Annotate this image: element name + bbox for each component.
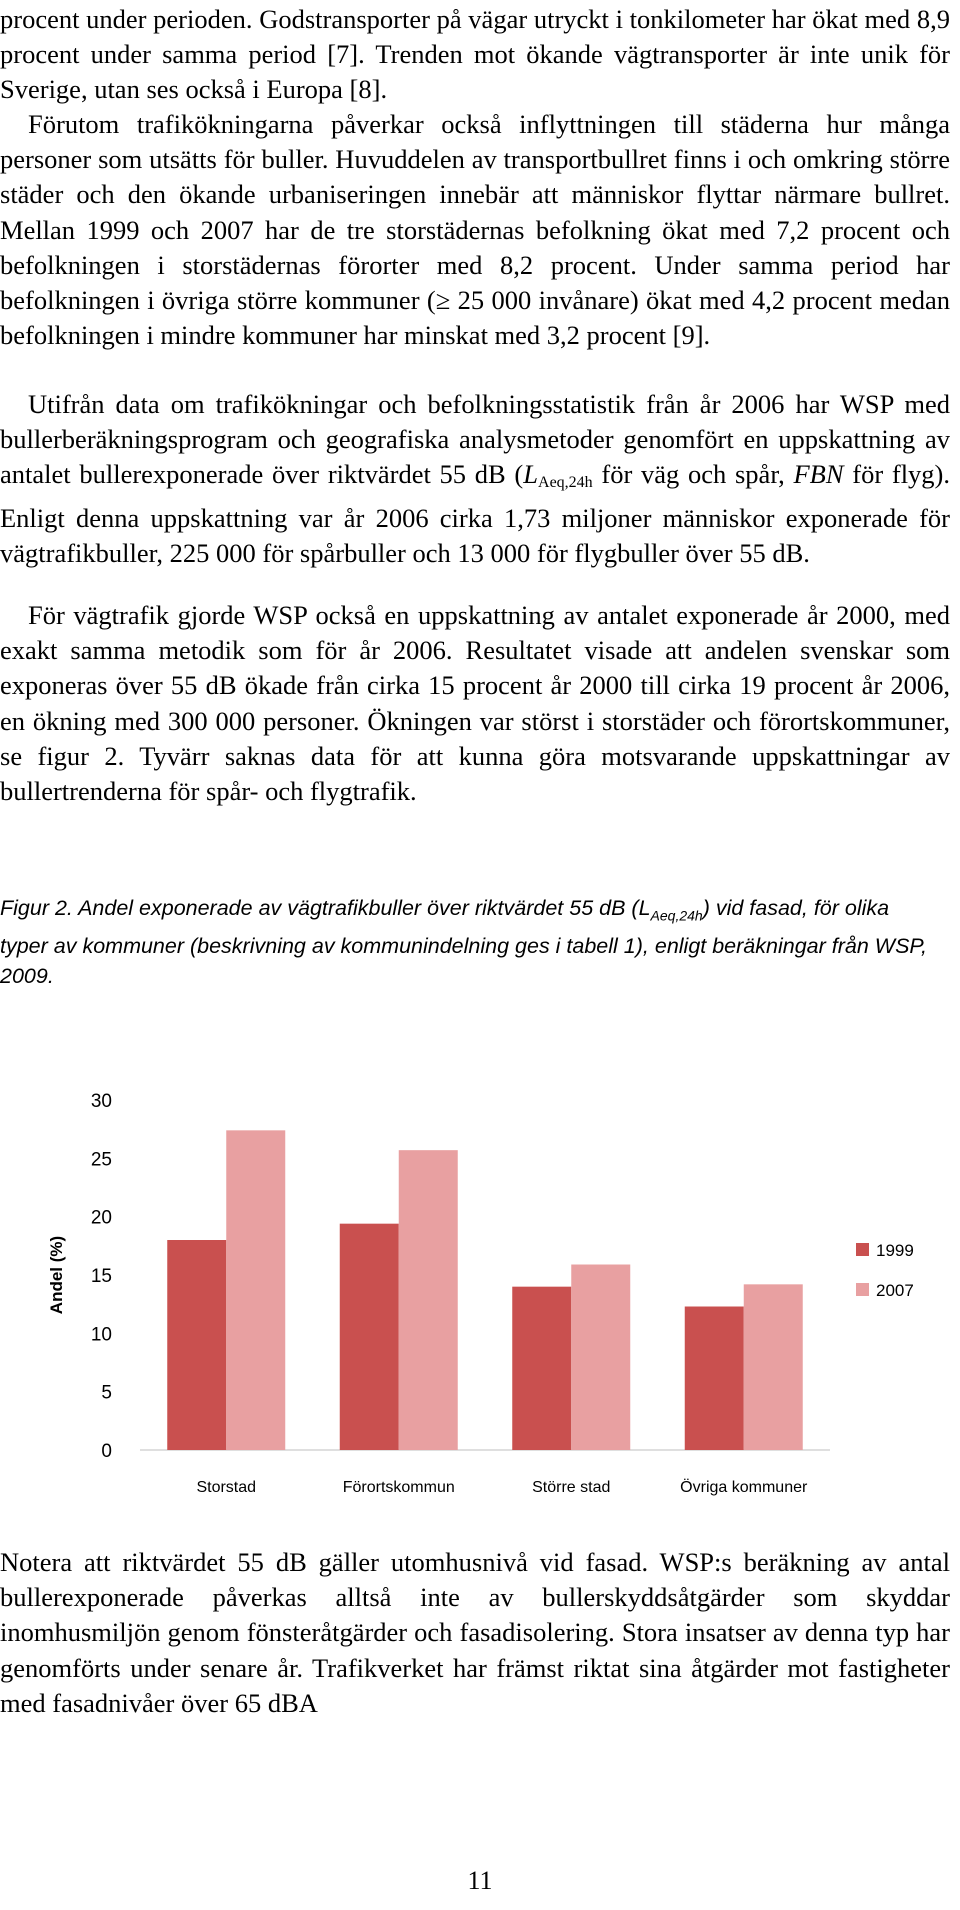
y-tick-label: 20 <box>90 1207 112 1229</box>
y-tick-label: 5 <box>101 1382 112 1404</box>
y-axis-label: Andel (%) <box>47 1235 66 1315</box>
paragraph-5: Notera att riktvärdet 55 dB gäller utomhusnivå vid fasad. WSP:s beräkning av antal bullerexponerade påverkas alltså inte av bullerskyddsåtgärder som skyddar inomhusmiljön genom fönsteråtgärder och fasadisolering. Stora insatser av denna typ har genomförts under senare år. Trafikverket har främst riktat sina åtgärder mot fastigheter med fasadnivåer över 65 dBA <box>0 1547 950 1718</box>
bar-2007-3 <box>744 1284 803 1450</box>
bar-1999-2 <box>512 1287 571 1450</box>
fbn-symbol: FBN <box>793 459 844 490</box>
bar-1999-1 <box>340 1224 399 1450</box>
paragraph-3 <box>0 387 950 571</box>
y-tick-label: 30 <box>90 1091 112 1112</box>
paragraph-1: procent under perioden. Godstransporter på vägar utryckt i tonkilometer har ökat med 8,9 procent under samma period [7]. Trenden mot ökande vägtransporter är inte unik för Sverige, utan ses också i Europa [8]. <box>0 4 950 105</box>
bar-1999-0 <box>167 1240 226 1450</box>
caption-part-b: ) vid fasad, för olika typer av kommuner (beskrivning av kommunindelning ges i tabell 1), enligt beräkningar från WSP, 2009. <box>0 896 927 989</box>
paragraph-2: Förutom trafikökningarna påverkar också inflyttningen till städerna hur många personer som utsätts för buller. Huvuddelen av transportbullret finns i och omkring större städer och den ökande urbaniseringen innebär att människor flyttar närmare bullret. Mellan 1999 och 2007 har de tre storstädernas befolkning ökat med 7,2 procent och befolkningen i storstädernas förorter med 8,2 procent. Under samma period har befolkningen i övriga större kommuner (≥ 25 000 invånare) ökat med 4,2 procent medan befolkningen i mindre kommuner har minskat med 3,2 procent [9]. <box>0 109 950 351</box>
paragraph-3-part-a: Utifrån data om trafikökningar och befolkningsstatistik från år 2006 har WSP med bullerberäkningsprogram och geografiska analysmetoder genomfört en uppskattning av antalet bullerexponerade över riktvärdet 55 dB ( <box>0 389 950 490</box>
y-tick-label: 15 <box>90 1266 112 1287</box>
y-tick-label: 25 <box>90 1149 112 1171</box>
legend-label-1999: 1999 <box>876 1241 914 1260</box>
x-tick-label: Övriga kommuner <box>680 1479 808 1496</box>
l-subscript: Aeq,24h <box>538 474 593 492</box>
paragraph-3-part-c: för flyg). Enligt denna uppskattning var år 2006 cirka 1,73 miljoner människor exponerade för vägtrafikbuller, 225 000 för spårbuller och 13 000 för flygbuller över 55 dB. <box>0 459 951 568</box>
bar-1999-3 <box>685 1307 744 1451</box>
paragraph-4: För vägtrafik gjorde WSP också en uppskattning av antalet exponerade år 2000, med exakt samma metodik som för år 2006. Resultatet visade att andelen svenskar som exponeras över 55 dB ökade från cirka 15 procent år 2000 till cirka 19 procent år 2006, en ökning med 300 000 personer. Ökningen var störst i storstäder och förortskommuner, se figur 2. Tyvärr saknas data för att kunna göra motsvarande uppskattningar av bullertrenderna för spår- och flygtrafik. <box>0 600 950 807</box>
paragraph-3-part-b: för väg och spår, <box>592 459 794 490</box>
x-tick-label: Förortskommun <box>342 1479 455 1496</box>
legend-swatch-2007 <box>856 1283 869 1296</box>
y-tick-label: 0 <box>101 1441 112 1462</box>
caption-subscript: Aeq,24h <box>650 907 703 924</box>
page-number: 11 <box>467 1866 493 1895</box>
legend-swatch-1999 <box>856 1243 869 1256</box>
l-symbol: L <box>523 459 539 490</box>
bar-2007-2 <box>571 1265 630 1451</box>
bar-chart <box>0 1080 960 1500</box>
bar-2007-1 <box>399 1150 458 1450</box>
x-tick-label: Storstad <box>196 1479 257 1496</box>
figure-caption <box>0 893 940 992</box>
legend-label-2007: 2007 <box>876 1281 914 1300</box>
x-tick-label: Större stad <box>532 1479 611 1496</box>
bar-2007-0 <box>226 1130 285 1450</box>
caption-part-a: Figur 2. Andel exponerade av vägtrafikbuller över riktvärdet 55 dB (L <box>0 896 651 920</box>
y-tick-label: 10 <box>90 1324 112 1346</box>
